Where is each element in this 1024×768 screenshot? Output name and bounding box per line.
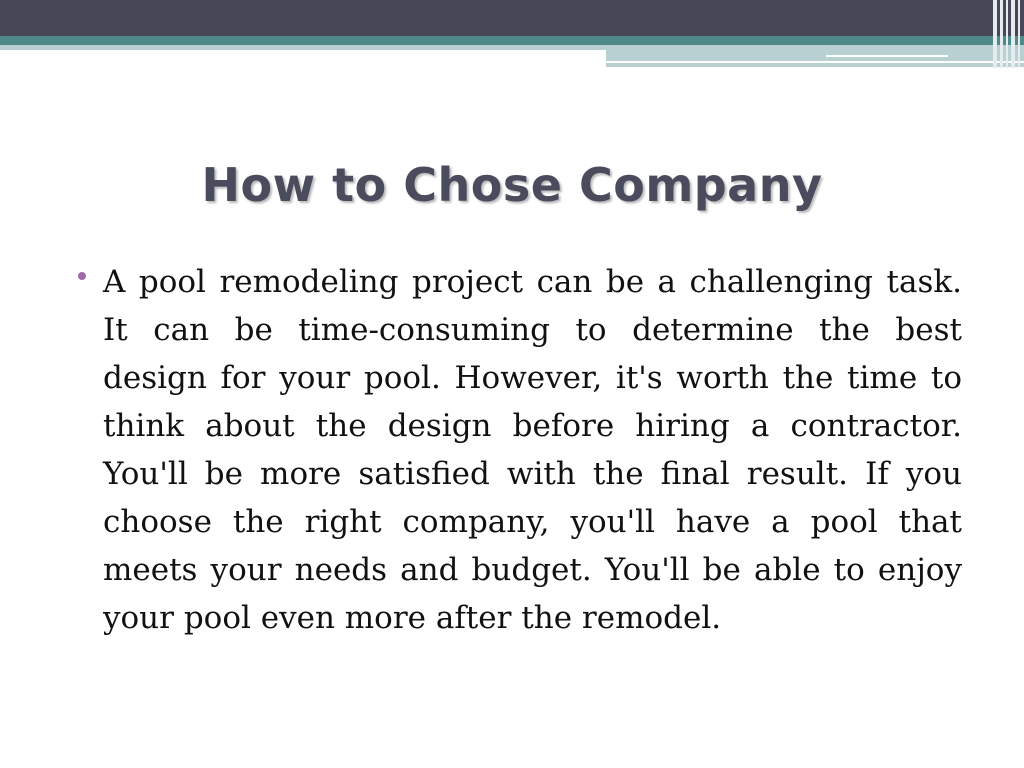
bullet-icon xyxy=(78,272,86,280)
header-band-teal xyxy=(0,36,1024,45)
bullet-text: A pool remodeling project can be a challenging task. It can be time-consuming to determine the best design for your pool. However, it's worth the time to think about the design before hiring a contractor. You'll be more satisfied with the final result. If you choose the right company, you'll have a pool that meets your needs and budget. You'll be able to enjoy your pool even more after the remodel. xyxy=(103,264,962,636)
header-band-light-right xyxy=(606,45,1024,61)
header-band-bottom xyxy=(606,63,1024,67)
corner-stripes-decoration xyxy=(990,0,1024,68)
slide-content xyxy=(78,258,962,642)
header-band-light-left xyxy=(0,45,606,50)
bullet-item xyxy=(78,258,962,642)
slide-title: How to Chose Company xyxy=(201,158,823,212)
header-band-dark xyxy=(0,0,1024,36)
header-highlight-line xyxy=(826,55,948,57)
